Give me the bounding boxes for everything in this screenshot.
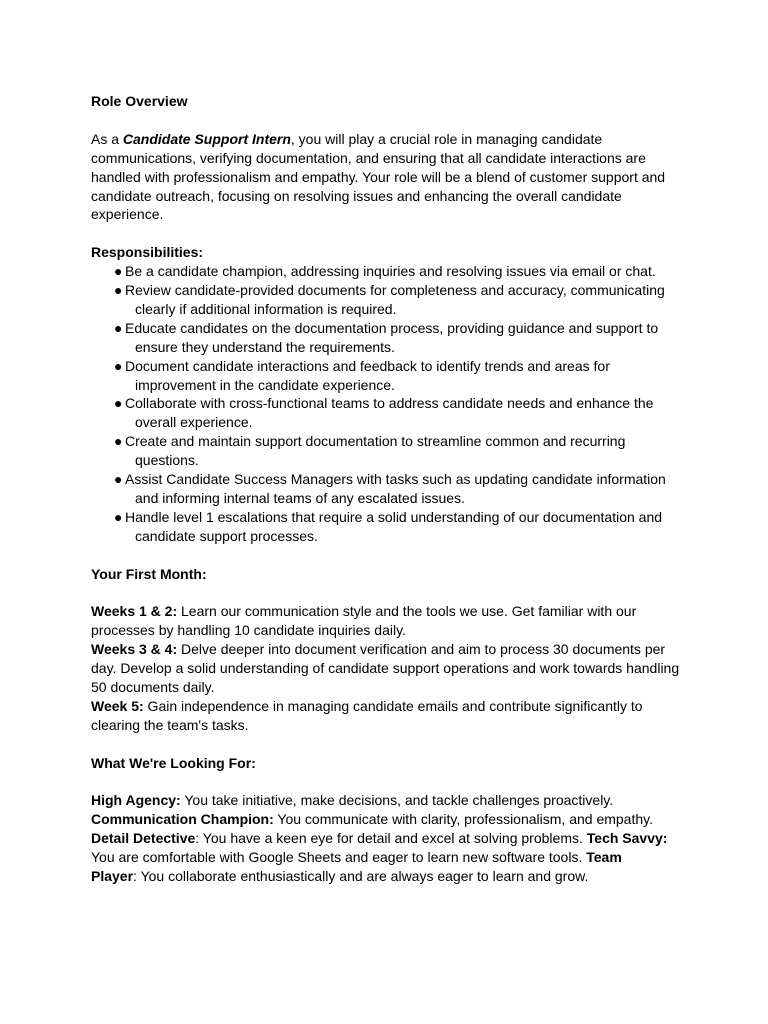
bullet-icon: ●: [114, 508, 123, 525]
intro-line: , you will play a crucial role in managing candidate: [290, 130, 603, 147]
bullet-icon: ●: [114, 433, 123, 450]
intro-prefix: As a: [91, 130, 123, 147]
list-item: ● Educate candidates on the documentation process, providing guidance and support to ensure they understand the requirements.: [114, 319, 659, 355]
list-item: ● Review candidate-provided documents for completeness and accuracy, communicating clearly if additional information is required.: [114, 282, 665, 317]
week-block: Weeks 3 & 4: Delve deeper into document verification and aim to process 30 documents per day. Develop a solid understanding of candidate support operations and work towards handling 50 documents daily.: [91, 641, 680, 696]
weeks-paragraph: [91, 602, 691, 734]
bullet-icon: ●: [114, 357, 123, 374]
bullet-icon: ●: [114, 263, 123, 280]
first-month-heading: Your First Month:: [91, 565, 207, 582]
looking-for-paragraph: High Agency: You take initiative, make decisions, and tackle challenges proactively. Communication Champion: You communicate with clarity, professionalism, and empathy. Detail Detective: You have a keen eye for detail and excel at solving problems. Tech Savvy: You are comfortable with Google Sheets and eager to learn new software tools. Team Player: You collaborate enthusiastically and are always eager to learn and grow.: [91, 792, 668, 885]
bullet-icon: ●: [114, 395, 123, 412]
intro-line: experience.: [91, 206, 164, 223]
intro-role: Candidate Support Intern: [122, 130, 291, 147]
week-block: Week 5: Gain independence in managing candidate emails and contribute significantly to clearing the team's tasks.: [91, 697, 643, 733]
responsibilities-heading: Responsibilities:: [91, 244, 204, 261]
list-item: ● Create and maintain support documentation to streamline common and recurring questions.: [114, 433, 626, 469]
role-overview-heading: Role Overview: [91, 93, 188, 109]
document-page: [91, 92, 691, 886]
week-label: Week 5:: [91, 697, 144, 714]
role-overview-paragraph: [91, 130, 691, 225]
list-item: ● Assist Candidate Success Managers with tasks such as updating candidate information and informing internal teams of any escalated issues.: [114, 471, 666, 506]
looking-for-heading: What We're Looking For:: [91, 754, 256, 771]
week-label: Weeks 3 & 4:: [91, 641, 178, 658]
intro-line: handled with professionalism and empathy. Your role will be a blend of customer support and: [91, 168, 666, 185]
bullet-icon: ●: [114, 282, 123, 299]
intro-line: candidate outreach, focusing on resolving issues and enhancing the overall candidate: [91, 187, 622, 204]
intro-line: communications, verifying documentation, and ensuring that all candidate interactions are: [91, 149, 646, 166]
list-item: ● Document candidate interactions and feedback to identify trends and areas for improvement in the candidate experience.: [114, 357, 610, 393]
list-item: ● Be a candidate champion, addressing inquiries and resolving issues via email or chat.: [114, 263, 656, 280]
list-item: ● Handle level 1 escalations that require a solid understanding of our documentation and candidate support processes.: [114, 508, 663, 544]
week-label: Weeks 1 & 2:: [91, 603, 178, 620]
responsibilities-list: [91, 262, 691, 546]
list-item: ● Collaborate with cross-functional teams to address candidate needs and enhance the overall experience.: [114, 395, 654, 431]
week-block: Weeks 1 & 2: Learn our communication style and the tools we use. Get familiar with our processes by handling 10 candidate inquiries daily.: [91, 603, 637, 639]
bullet-icon: ●: [114, 319, 123, 336]
bullet-icon: ●: [114, 471, 123, 488]
